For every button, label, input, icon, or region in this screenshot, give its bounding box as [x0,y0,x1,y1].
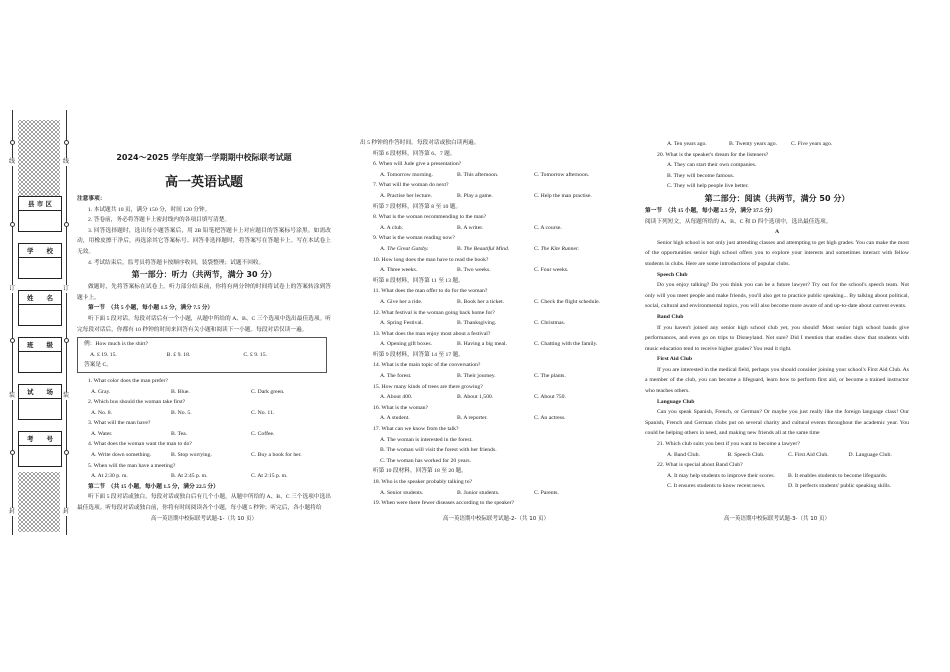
field-room[interactable] [18,384,62,420]
option-b: B. £ 9. 18. [166,351,191,358]
option-title: The Kite Runner. [540,245,580,252]
options-row [360,318,632,329]
seal-circle [10,338,15,343]
options-row [360,488,632,499]
club-heading: Band Club [657,313,684,320]
binding-strip [0,110,72,535]
option-a: A. Three weeks. [380,267,418,274]
seal-circle [64,222,69,227]
option-a: A. Water. [91,430,113,437]
seal-char: 订 [62,286,69,292]
options-row [360,413,632,424]
option-a: A. £ 19. 15. [90,351,117,358]
option-a: A. Give her a ride. [380,298,423,305]
options-row [84,350,320,361]
option-c: C. An actress. [534,415,566,422]
field-label: 考 号 [19,432,61,446]
field-county[interactable] [18,196,62,232]
option-b: B. It enables students to become lifeguards. [788,472,888,479]
question: 12. What festival is the woman going back home for? [373,309,495,316]
question: 13. What does the man enjoy most about a festival? [373,330,491,337]
option-b: B. The Beautiful Mind. [457,245,510,252]
question: 14. What is the main topic of the conversation? [373,362,481,369]
option-b: B. Thanksgiving. [457,320,497,327]
option-a: A. Practise her lecture. [380,192,432,199]
field-class[interactable] [18,337,62,373]
option-a: A. Gray. [91,388,111,395]
option-b: B. Having a big meal. [457,341,507,348]
example-answer: 答案是 C。 [84,362,112,369]
options-row [77,387,331,398]
part-heading: 第一部分：听力（共两节，满分 30 分） [131,270,277,280]
seal-circle [64,338,69,343]
option-a: A. Write down something. [91,452,152,459]
question: 7. What will the woman do next? [373,182,449,189]
options-row [360,392,632,403]
option-b: B. No. 5. [171,409,192,416]
exam-page-2 [360,138,632,509]
question: 11. What does the man offer to do for the woman? [373,288,488,295]
option-a: A. The forest. [380,373,412,380]
field-school[interactable] [18,243,62,279]
option-c: C. First Aid Club. [788,451,829,458]
notice-heading: 注意事项： [77,196,106,202]
club-heading: Language Club [657,398,695,405]
option-a: A. Opening gift boxes. [380,341,432,348]
question: 5. When will the man have a meeting? [88,462,176,469]
seal-circle [10,450,15,455]
question: 2. Which bus should the woman take first? [88,399,186,406]
option-b: B. This afternoon. [457,171,499,178]
question: 18. Who is the speaker probably talking to? [373,479,473,485]
options-row [360,339,632,350]
option-c: C. Parents. [534,489,559,496]
option-b: B. Book her a ticket. [457,298,505,305]
question: 19. When were there fewer diseases according to the speaker? [373,500,515,507]
instruction-text: 出 5 秒钟的作答时间。每段对话或独白读两遍。 [360,140,480,146]
option-c: C. Four weeks. [534,267,569,274]
seal-char: 封 [8,509,15,515]
exam-title: 2024～2025 学年度第一学期期中校际联考试题 [116,153,292,162]
paragraph: 听第 6 段材料，回答第 6、7 题。 [373,150,456,157]
option-c: C. No. 11. [251,409,275,416]
club-heading: First Aid Club [657,356,693,363]
option-b: B. Play a game. [457,192,493,199]
option-c: C. The plants. [534,373,566,380]
option-b: B. Stop worrying. [171,452,212,459]
example-question: 例：How much is the shirt? [84,341,149,348]
options-row [77,471,331,482]
section-heading: 第一节 （共 5 小题，每小题 1.5 分，满分 7.5 分） [88,305,214,312]
option-a: A. Band Club. [667,451,700,458]
option-b: B. A writer. [457,224,484,231]
page-footer-1: 高一英语期中校际联考试题-1-（共 10 页） [151,516,257,522]
options-row [645,481,909,492]
seal-char: 订 [8,286,15,292]
subject-title: 高一英语试题 [164,175,243,190]
question: 8. What is the woman recommending to the man? [373,214,487,221]
option-c: C. Christmas. [534,320,566,327]
paragraph: If you are interested in the medical field, perhaps you should consider joining your school's First Aid Club. As a member of the club, you can become a lifeguard, learn how to perform first aid, or become a trained instructor who teaches others. [645,366,909,395]
paragraph: 听第 10 段材料，回答第 18 至 20 题。 [373,468,467,475]
paragraph: 做题时，先将答案标在试卷上。听力部分结束前，你将有两分钟的时间将试卷上的答案转涂到答题卡上。 [77,284,331,301]
field-label: 试 场 [19,385,61,399]
options-row [360,265,632,276]
section-heading: 第一节 （共 15 小题，每小题 2.5 分，满分 37.5 分） [645,207,776,214]
option-a: A. Ten years ago. [667,141,707,147]
option-c: C. £ 9. 15. [243,351,268,358]
exam-page-3 [645,139,909,492]
options-row [77,450,331,461]
option-b: B. Blue. [171,388,190,395]
seal-char: 装 [62,393,69,399]
section-heading: 第二节 （共 15 小题，每小题 1.5 分，满分 22.5 分） [88,483,219,490]
options-row [360,223,632,234]
page-footer-3: 高一英语期中校际联考试题-3-（共 10 页） [724,516,830,522]
seal-circle [64,450,69,455]
option-a: A. Spring Festival. [380,320,423,327]
option-b: B. Tea. [171,430,188,437]
seal-line-left [12,110,13,535]
seal-char: 装 [8,393,15,399]
club-heading: Speech Club [657,271,688,278]
question: 22. What is special about Band Club? [657,462,743,469]
paragraph: If you haven't joined any senior high school club yet, you should! Most senior high school bands give performances, and even go on trips to Disneyland. Not sure? Did I mention that studies show that students with music education tend to receive higher grades? You read it right. [645,324,909,352]
option-b: B. Speech Club. [727,451,765,458]
option-c: C. A course. [534,224,562,231]
option-a: C. It ensures students to know recent news. [667,483,766,490]
question: 6. When will Jude give a presentation? [373,161,462,168]
question: 21. Which club suits you best if you want to become a lawyer? [657,441,800,448]
option-b: B. Twenty years ago. [729,141,777,147]
option-b: B. A reporter. [457,415,488,422]
paragraph: 听下面 5 段对话。每段对话后有一个小题，从题中所给的 A、B、C 三个选项中选出最佳选项。听完每段对话后，你都有 10 秒钟的时间来回答有关小题和阅读下一小题。每段对话仅读一遍。 [77,315,331,333]
seal-circle [10,222,15,227]
seal-char: 线 [62,159,69,165]
paragraph: 听第 8 段材料，回答第 11 至 13 题。 [373,277,464,284]
dot-pattern-top [18,120,60,196]
paragraph: 听第 9 段材料，回答第 14 至 17 题。 [373,351,464,358]
instruction-text: 阅读下列短文，从每题所给的 A、B、C 和 D 四个选项中，选出最佳选项。 [645,218,832,225]
option-line: A. They can start their own companies. [667,162,757,169]
paragraph: Senior high school is not only just attending classes and attempting to get high grades. You can make the most of the opportunities senior high school offers you to explore your interests and sometimes interact with fellow students in clubs. Here are some introductions of popular clubs. [645,239,909,267]
example-box [77,337,327,373]
question: 1. What color does the man prefer? [88,377,168,384]
options-row [645,139,909,150]
seal-line-right [66,110,67,535]
option-c: C. Five years ago. [791,141,833,147]
paragraph: 1. 本试题共 10 页，满分 150 分，时间 120 分钟。 [88,206,211,213]
option-d: D. Language Club. [848,451,892,458]
option-b: D. It perfects students' public speaking skills. [788,483,892,490]
field-label: 县 市 区 [19,197,61,211]
option-line: C. The woman has worked for 20 years. [380,457,472,464]
question: 15. How many kinds of trees are there growing? [373,383,483,390]
option-b: B. About 1,500. [457,394,494,401]
option-c: C. Chatting with the family. [534,341,598,348]
option-a: A. The Great Gatsby. [380,245,429,252]
options-row [77,408,331,419]
question: 16. What is the woman? [373,404,429,411]
option-c: C. Coffee. [251,430,275,437]
option-title: The Beautiful Mind. [463,245,510,252]
seal-char: 封 [62,509,69,515]
seal-circle [64,140,69,145]
paragraph: 听第 7 段材料，回答第 8 至 10 题。 [373,203,462,210]
option-c: C. About 750. [534,394,566,401]
options-row [645,450,909,461]
option-b: B. Two weeks. [457,267,491,274]
passage-letter: A [774,229,780,236]
option-a: A. At 2:30 p. m. [91,473,128,480]
option-c: C. Check the flight schedule. [534,298,601,305]
question: 4. What does the woman want the man to do? [88,441,192,448]
option-line: B. The woman will visit the forest with her friends. [380,447,497,454]
options-row [360,371,632,382]
dot-pattern-bottom [18,472,60,532]
seal-char: 线 [8,159,15,165]
option-line: A. The woman is interested in the forest. [380,436,473,443]
option-a: A. A club. [380,224,404,231]
question: 20. What is the speaker's dream for the listeners? [657,151,769,158]
option-c: C. The Kite Runner. [534,245,580,252]
options-row [360,297,632,308]
option-title: The Great Gatsby. [386,245,429,252]
field-label: 姓 名 [19,291,61,305]
field-label: 学 校 [19,244,61,258]
question: 17. What can we know from the talk? [373,426,459,433]
question: 9. What is the woman reading now? [373,235,455,242]
options-row [645,471,909,482]
exam-page-1 [77,150,331,514]
field-name[interactable] [18,290,62,326]
option-c: C. Buy a book for her. [251,452,302,459]
option-b: B. Their journey. [457,373,496,380]
options-row [360,244,632,255]
seal-circle [10,140,15,145]
paragraph: 2. 答卷前，务必将答题卡上密封线内的各项目填写清楚。 [88,217,231,224]
option-a: A. It may help students to improve their scores. [667,472,776,479]
option-a: A. Tomorrow morning. [380,171,433,178]
option-c: C. Dark green. [251,388,285,395]
field-exam-number[interactable] [18,431,62,467]
question: 3. What will the man have? [88,420,151,427]
option-line: B. They will become famous. [667,172,735,179]
option-b: B. Junior students. [457,489,500,496]
option-line: C. They will help people live better. [667,183,749,190]
option-a: A. No. 8. [91,409,113,416]
options-row [77,429,331,440]
field-label: 班 级 [19,338,61,352]
paragraph: 听下面 5 段对话或独白。每段对话或独白后有几个小题，从题中所给的 A、B、C 三个选项中选出最佳选项。听每段对话或独白前，你将有时间阅读各个小题，每小题 5 秒钟；听完后，各小题将给 [77,494,331,512]
option-a: A. Senior students. [380,489,424,496]
paragraph: Do you enjoy talking? Do you think you can be a future lawyer? Try out for the school's speech team. Not only will you meet people and make friends, you'll also get to practice public speaking... By talking about political, social, cultural and environmental topics, you will also become more aware of and up-to-date about current events. [645,282,909,310]
option-c: C. Help the man practise. [534,192,592,199]
option-c: C. At 2:15 p. m. [251,473,288,480]
option-c: C. Tomorrow afternoon. [534,171,590,178]
option-a: A. About 400. [380,394,413,401]
paragraph: 4. 考试结束后，监考员将答题卡按顺序收回，装袋整理；试题不回收。 [88,259,265,266]
page-footer-2: 高一英语期中校际联考试题-2-（共 10 页） [443,516,549,522]
question: 10. How long does the man have to read the book? [373,256,489,263]
part-heading: 第二部分：阅读（共两节，满分 50 分） [704,193,850,203]
options-row [360,191,632,202]
option-b: B. At 2:45 p. m. [171,473,208,480]
paragraph: Can you speak Spanish, French, or German? Or maybe you just really like the foreign language class! Our Spanish, French and German clubs put on several charity and cultural events throughout the academic year. You could be helping others in need, and making new friends all at the same time [645,409,909,437]
options-row [360,170,632,181]
paragraph: 3. 回答选择题时，选出每小题答案后，用 2B 铅笔把答题卡上对应题目的答案标号涂黑。如需改动，用橡皮擦干净后，再选涂其它答案标号。回答非选择题时，将答案写在答题卡上。写在本试卷上无效。 [77,227,331,255]
option-a: A. A student. [380,415,410,422]
